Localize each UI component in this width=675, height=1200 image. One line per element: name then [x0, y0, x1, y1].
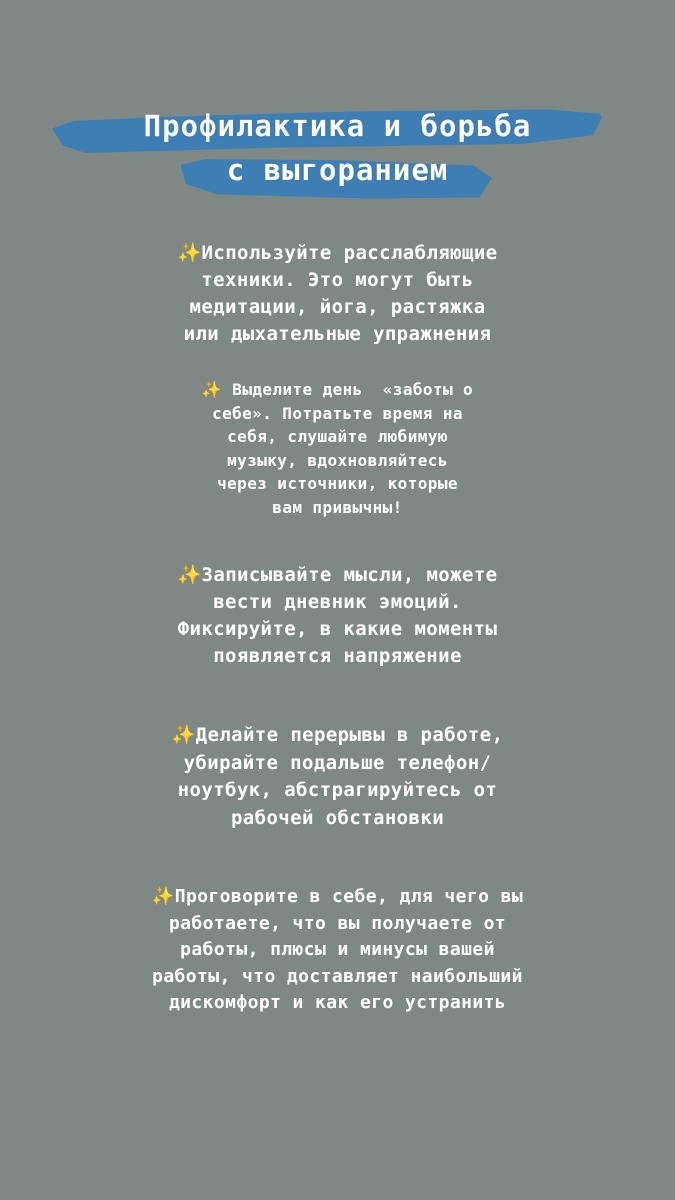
tip-journal — [0, 562, 675, 670]
tip-line: техники. Это могут быть — [201, 269, 474, 291]
tip-line: ноутбук, абстрагируйтесь от — [177, 779, 498, 801]
tip-line: рабочей обстановки — [230, 806, 445, 829]
tip-breaks — [0, 722, 675, 832]
tip-line: появляется напряжение — [213, 645, 462, 667]
tip-line: дискомфорт и как его устранить — [168, 992, 507, 1013]
sparkles-icon: ✨ — [177, 564, 202, 586]
tip-relaxation — [0, 240, 675, 348]
tip-line: ✨Проговорите в себе, для чего вы — [151, 886, 524, 907]
page-title-line-1: Профилактика и борьба — [143, 109, 532, 143]
tip-line: ✨Используйте расслабляющие — [177, 242, 498, 264]
tip-line: музыку, вдохновляйтесь — [227, 450, 448, 470]
tip-line: себя, слушайте любимую — [227, 427, 448, 446]
tip-line: работы, плюсы и минусы вашей — [180, 939, 495, 960]
tip-line: себе». Потратьте время на — [212, 403, 463, 423]
tip-line: убирайте подальше телефон/ — [183, 751, 492, 774]
sparkles-icon: ✨ — [171, 724, 196, 746]
sparkles-icon: ✨ — [177, 242, 202, 264]
tip-reflection — [0, 884, 675, 1017]
tip-line: вести дневник эмоций. — [213, 591, 462, 613]
sparkles-icon: ✨ — [151, 886, 175, 907]
tip-line: работы, что доставляет наибольший — [152, 965, 523, 987]
tip-self-care-day — [0, 378, 675, 519]
tip-line: вам привычны! — [272, 497, 403, 517]
sparkles-icon: ✨ — [201, 380, 223, 399]
tip-line: работаете, что вы получаете от — [168, 912, 507, 934]
page-title-line-2: с выгоранием — [226, 153, 449, 187]
tip-line: ✨Записывайте мысли, можете — [177, 564, 498, 586]
tip-line: через источники, которые — [217, 474, 458, 493]
tip-line: медитации, йога, растяжка — [189, 296, 486, 318]
tip-line: ✨Делайте перерывы в работе, — [171, 724, 504, 746]
tip-line: Фиксируйте, в какие моменты — [177, 618, 498, 640]
tip-line: или дыхательные упражнения — [183, 323, 492, 345]
tip-line: ✨ Выделите день «заботы о — [201, 380, 474, 399]
